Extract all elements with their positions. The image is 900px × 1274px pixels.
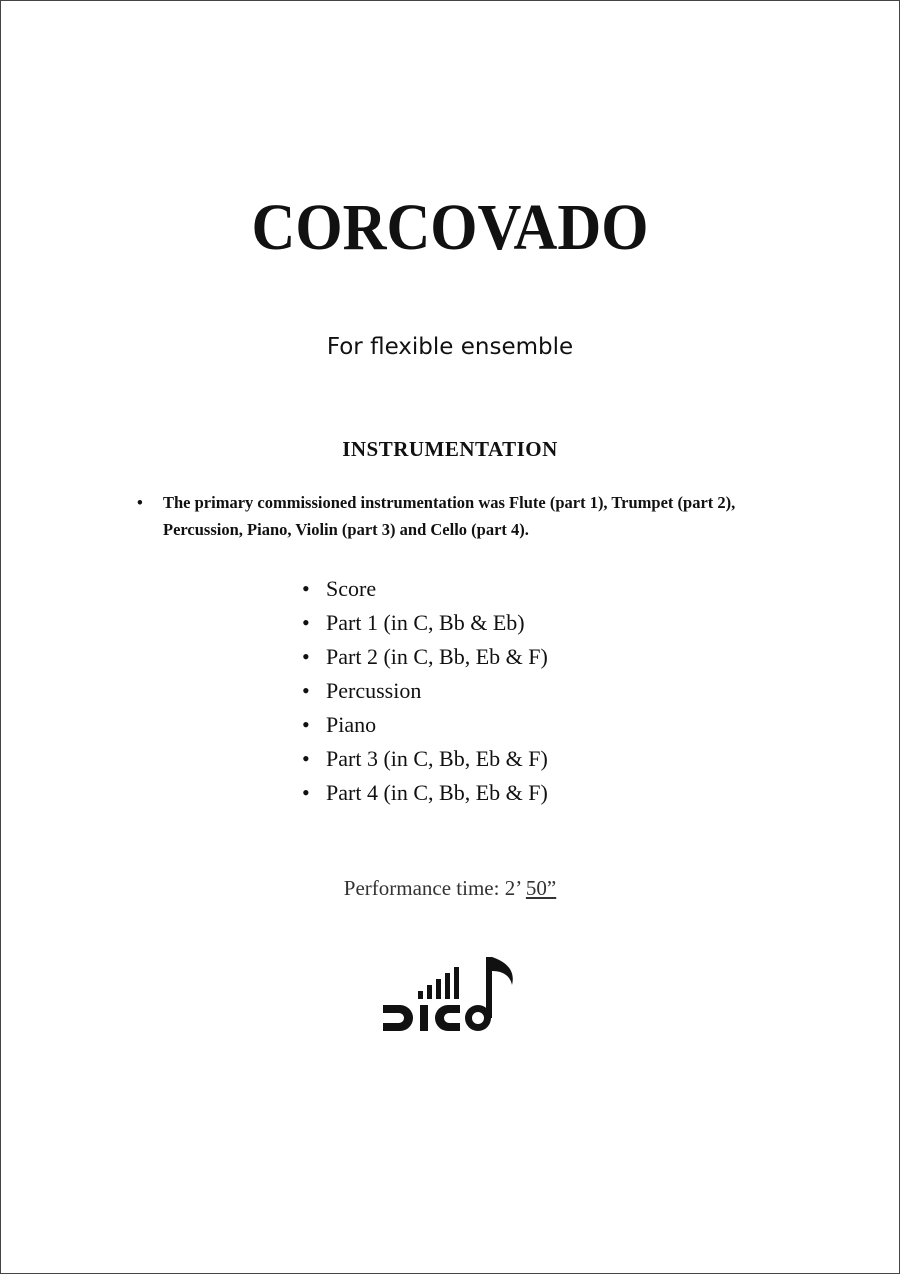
logo-letter-c bbox=[435, 1005, 460, 1031]
logo-letter-i bbox=[420, 1005, 428, 1031]
logo-bar bbox=[436, 979, 441, 999]
parts-list-item: • Score bbox=[302, 572, 548, 606]
logo-bar bbox=[454, 967, 459, 999]
parts-list-item: • Part 1 (in C, Bb & Eb) bbox=[302, 606, 548, 640]
instrumentation-note: • The primary commissioned instrumentation was Flute (part 1), Trumpet (part 2), Percussion, Piano, Violin (part 3) and Cello (part 4). bbox=[137, 489, 787, 543]
music-note-logo-icon bbox=[378, 945, 523, 1040]
performance-time bbox=[0, 876, 900, 901]
logo-bar bbox=[445, 973, 450, 999]
parts-list-item: • Part 3 (in C, Bb, Eb & F) bbox=[302, 742, 548, 776]
logo-bar bbox=[427, 985, 432, 999]
parts-list-item: • Percussion bbox=[302, 674, 548, 708]
parts-list-item: • Part 2 (in C, Bb, Eb & F) bbox=[302, 640, 548, 674]
logo-letter-d bbox=[383, 1005, 413, 1031]
performance-time-value: 50” bbox=[525, 876, 557, 900]
subtitle: For flexible ensemble bbox=[326, 334, 574, 360]
parts-list-item: • Part 4 (in C, Bb, Eb & F) bbox=[302, 776, 548, 810]
parts-list bbox=[302, 572, 548, 810]
performance-time-label: Performance time: 2’ bbox=[343, 876, 526, 900]
instrumentation-note-list bbox=[137, 489, 787, 543]
page-title: CORCOVADO bbox=[251, 191, 649, 264]
logo-note-stem bbox=[486, 957, 492, 1018]
logo-bar bbox=[418, 991, 423, 999]
logo-note-hole bbox=[472, 1012, 484, 1024]
logo-note-flag bbox=[492, 957, 513, 985]
section-heading-instrumentation: INSTRUMENTATION bbox=[342, 437, 558, 461]
parts-list-item: • Piano bbox=[302, 708, 548, 742]
